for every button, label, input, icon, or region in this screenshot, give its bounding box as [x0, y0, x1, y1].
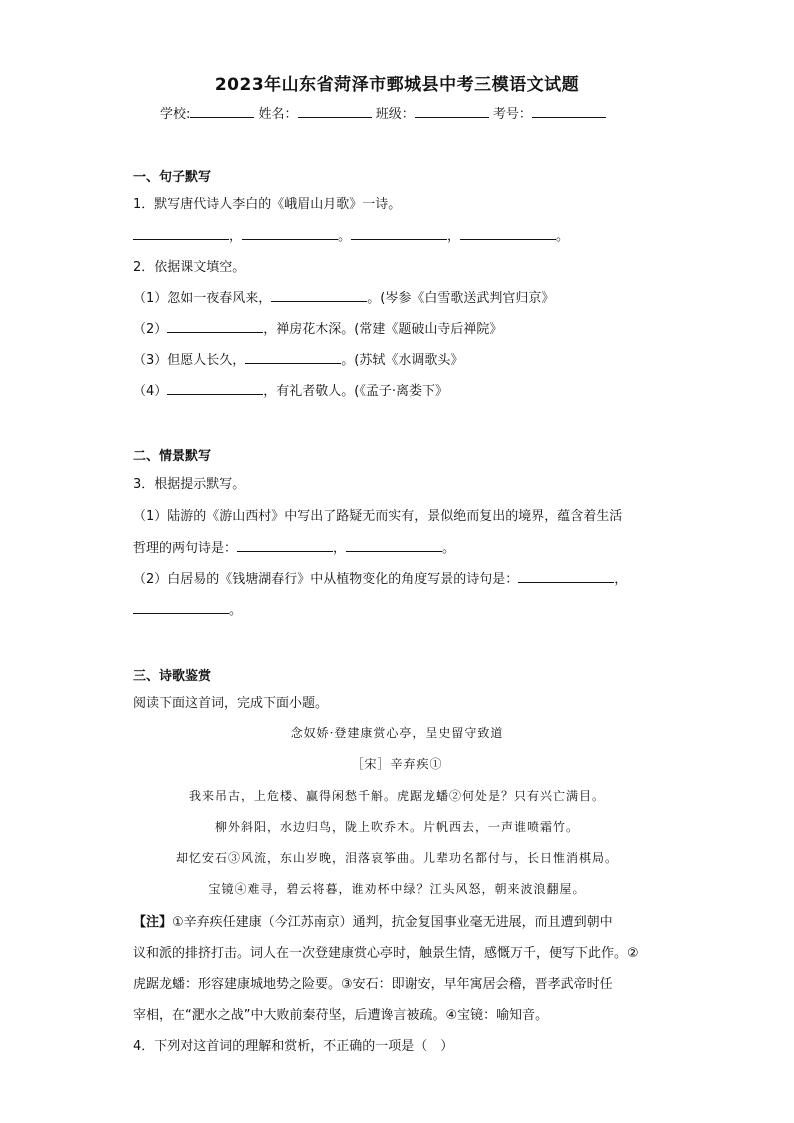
- q2-blank-3[interactable]: [245, 350, 341, 364]
- q3-blank-1[interactable]: [237, 538, 333, 552]
- period: 。: [338, 229, 352, 244]
- comma: ，: [614, 572, 628, 587]
- q2-item-4-pre: （4）: [133, 384, 168, 399]
- section-heading-1: 一、句子默写: [133, 170, 212, 185]
- school-label: 学校:: [160, 107, 191, 122]
- poem-author: ［宋］辛弃疾①: [351, 757, 443, 771]
- q1-blank-1[interactable]: [133, 226, 229, 240]
- poem-line-2: 柳外斜阳，水边归鸟，陇上吹乔木。片帆西去，一声谁喷霜竹。: [214, 820, 579, 834]
- comma: ，: [229, 229, 243, 244]
- q1-blank-2[interactable]: [242, 226, 338, 240]
- period: 。: [229, 603, 243, 618]
- q3-blank-2[interactable]: [346, 538, 442, 552]
- q2-item-2-pre: （2）: [133, 322, 168, 337]
- name-label: 姓名：: [258, 107, 298, 122]
- q2-item-2-post: ，禅房花木深。(常建《题破山寺后禅院》: [263, 322, 503, 337]
- note-line-3: 虎踞龙蟠：形容建康城地势之险要。③安石：即谢安，早年寓居会稽，晋孝武帝时任: [133, 977, 613, 992]
- q3-item-1-line-1: （1）陆游的《游山西村》中写出了路疑无而实有，景似绝而复出的境界，蕴含着生活: [133, 509, 623, 524]
- name-blank[interactable]: [298, 104, 372, 118]
- section-heading-3: 三、诗歌鉴赏: [133, 669, 212, 684]
- poem-intro: 阅读下面这首词，完成下面小题。: [133, 696, 329, 711]
- q2-item-3: [133, 349, 693, 368]
- q2-item-1-post: 。(岑参《白雪歌送武判官归京》: [367, 291, 555, 306]
- q3-blank-4[interactable]: [133, 600, 229, 614]
- q3-item-1-line-2: [133, 537, 693, 556]
- q3-stem: 3．根据提示默写。: [133, 477, 246, 492]
- q2-item-4-post: ，有礼者敬人。(《孟子·离娄下》: [263, 384, 448, 399]
- number-blank[interactable]: [532, 104, 606, 118]
- q1-blanks: [133, 225, 693, 244]
- class-blank[interactable]: [415, 104, 489, 118]
- section-heading-2: 二、情景默写: [133, 449, 212, 464]
- note-line-2: 议和派的排挤打击。词人在一次登建康赏心亭时，触景生情，感慨万千，便写下此作。②: [133, 946, 639, 961]
- poem-title: 念奴娇·登建康赏心亭，呈史留守致道: [290, 726, 504, 740]
- q3-item-1-pre: 哲理的两句诗是：: [133, 541, 238, 556]
- comma: ，: [447, 229, 461, 244]
- poem-line-1: 我来吊古，上危楼、赢得闲愁千斛。虎踞龙蟠②何处是？只有兴亡满目。: [188, 789, 605, 803]
- student-info-line: [160, 103, 660, 122]
- q1-stem: 1．默写唐代诗人李白的《峨眉山月歌》一诗。: [133, 197, 402, 212]
- q2-blank-1[interactable]: [271, 288, 367, 302]
- poem-line-4: 宝镜④难寻，碧云将暮，谁劝杯中绿？江头风怒，朝来波浪翻屋。: [208, 882, 586, 896]
- q2-stem: 2．依据课文填空。: [133, 260, 246, 275]
- q2-item-3-post: 。(苏轼《水调歌头》: [341, 353, 464, 368]
- q3-blank-3[interactable]: [518, 569, 614, 583]
- number-label: 考号：: [492, 107, 532, 122]
- q2-item-4: [133, 380, 693, 399]
- q4-stem: 4．下列对这首词的理解和赏析，不正确的一项是（ ）: [133, 1039, 454, 1054]
- q2-item-2: [133, 318, 693, 337]
- school-blank[interactable]: [190, 104, 254, 118]
- comma: ，: [333, 541, 347, 556]
- class-label: 班级：: [375, 107, 415, 122]
- poem-line-3: 却忆安石③风流，东山岁晚，泪落哀筝曲。儿辈功名都付与，长日惟消棋局。: [175, 851, 618, 865]
- q2-blank-2[interactable]: [167, 319, 263, 333]
- q2-item-1: [133, 287, 693, 306]
- period: 。: [556, 229, 570, 244]
- period: 。: [442, 541, 456, 556]
- q1-blank-3[interactable]: [351, 226, 447, 240]
- q1-blank-4[interactable]: [460, 226, 556, 240]
- q2-item-3-pre: （3）但愿人长久，: [133, 353, 246, 368]
- q3-item-2-line-1: [133, 568, 693, 587]
- page-title: 2023年山东省菏泽市鄄城县中考三模语文试题: [214, 75, 580, 95]
- note-line-1: [133, 911, 693, 930]
- q3-item-2-line-2: [133, 599, 693, 618]
- q2-blank-4[interactable]: [167, 381, 263, 395]
- q2-item-1-pre: （1）忽如一夜春风来，: [133, 291, 272, 306]
- note-text-1: ①辛弃疾任建康（今江苏南京）通判，抗金复国事业毫无进展，而且遭到朝中: [172, 915, 613, 930]
- q3-item-2-pre: （2）白居易的《钱塘湖春行》中从植物变化的角度写景的诗句是：: [133, 572, 519, 587]
- note-label: 【注】: [133, 915, 173, 930]
- note-line-4: 宰相，在“淝水之战”中大败前秦苻坚，后遭谗言被疏。④宝镜：喻知音。: [133, 1008, 549, 1023]
